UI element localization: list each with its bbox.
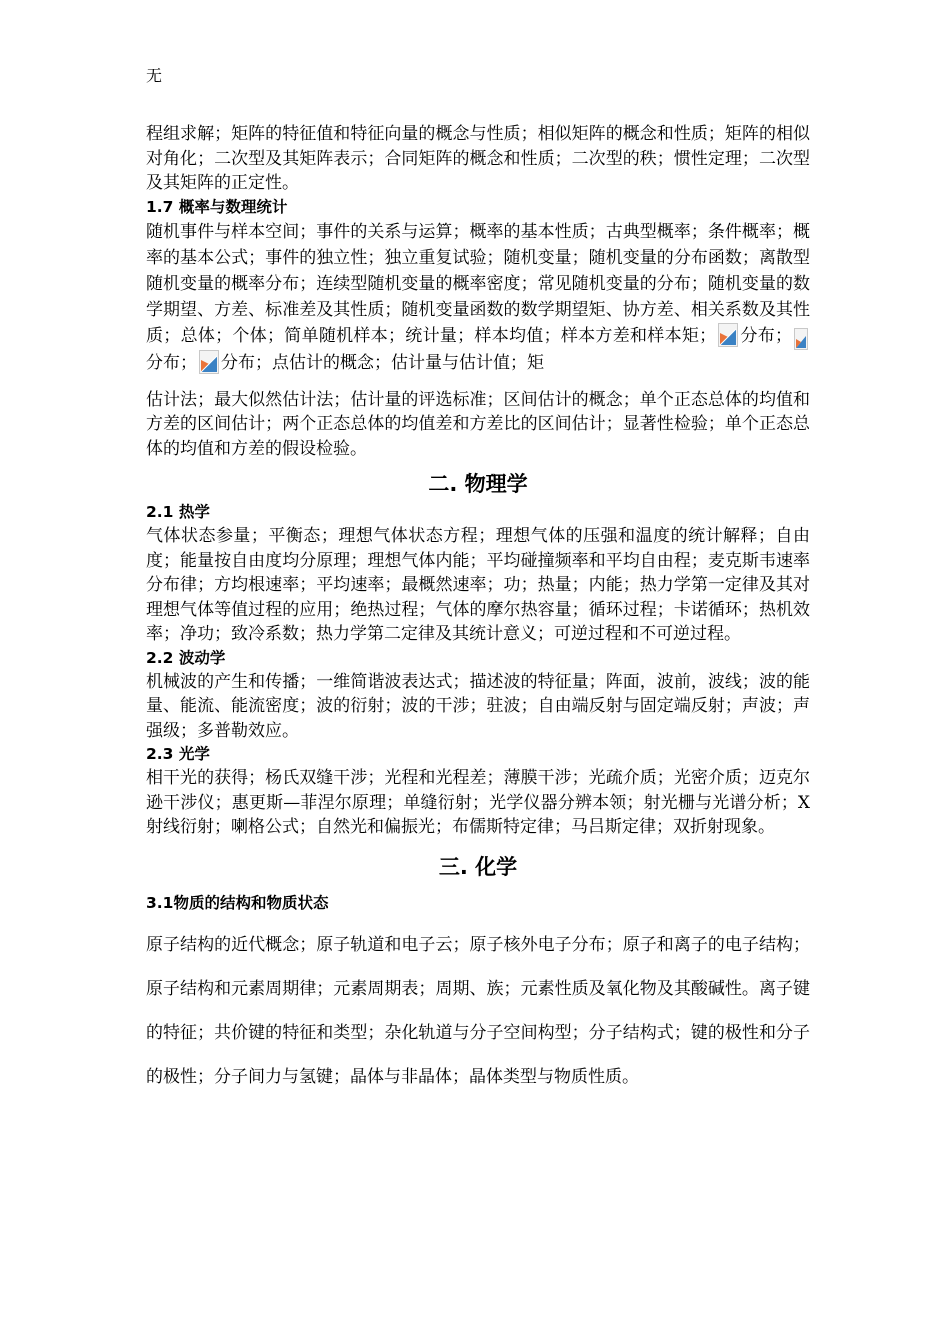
distribution-1-label: 分布； [740, 325, 793, 346]
section-1-7-body-continued: 估计法；最大似然估计法；估计量的评选标准；区间估计的概念；单个正态总体的均值和方差的区间估计；两个正态总体的均值差和方差比的区间估计；显著性检验；单个正态总体的均值和方差的假设检验。 [146, 389, 810, 459]
broken-image-icon [199, 350, 219, 374]
section-1-6-continuation: 程组求解；矩阵的特征值和特征向量的概念与性质；相似矩阵的概念和性质；矩阵的相似对角化；二次型及其矩阵表示；合同矩阵的概念和性质；二次型的秩；惯性定理；二次型及其矩阵的正定性。 [146, 124, 810, 193]
section-2-2-title: 2.2 波动学 [146, 648, 226, 667]
section-2-1-title: 2.1 热学 [146, 503, 210, 521]
section-2-2-body: 机械波的产生和传播；一维简谐波表达式；描述波的特征量；阵面，波前，波线；波的能量、能流、能流密度；波的衍射；波的干涉；驻波；自由端反射与固定端反射；声波；声强级；多普勒效应。 [146, 671, 810, 741]
distribution-2-label: 分布； [146, 352, 197, 373]
section-1-7-text-part1: 随机事件与样本空间；事件的关系与运算；概率的基本性质；古典型概率；条件概率；概率的基本公式；事件的独立性；独立重复试验；随机变量；随机变量的分布函数；离散型随机变量的概率分布；连续型随机变量的概率密度；常见随机变量的分布；随机变量的数学期望、方差、标准差及其性质；随机变量函数的数学期望矩、协方差、相关系数及其性质；总体；个体；简单随机样本；统计量；样本均值；样本方差和样本矩； [146, 221, 810, 346]
section-2-3-body: 相干光的获得；杨氏双缝干涉；光程和光程差；薄膜干涉；光疏介质；光密介质；迈克尔逊干涉仪；惠更斯—菲涅尔原理；单缝衍射；光学仪器分辨本领；射光栅与光谱分析；X射线衍射；喇格公式；自然光和偏振光；布儒斯特定律；马吕斯定律；双折射现象。 [146, 768, 810, 837]
chapter-3-title: 三. 化学 [438, 854, 518, 879]
document-content [146, 122, 810, 1099]
section-2-3-title: 2.3 光学 [146, 745, 210, 763]
section-3-1-container [146, 923, 810, 1099]
page-header: 无 [146, 66, 163, 85]
section-3-1-title: 3.1物质的结构和物质状态 [146, 893, 329, 912]
distribution-3-label: 分布；点估计的概念；估计量与估计值；矩 [221, 352, 544, 373]
section-3-1-body: 原子结构的近代概念；原子轨道和电子云；原子核外电子分布；原子和离子的电子结构；原子结构和元素周期律；元素周期表；周期、族；元素性质及氧化物及其酸碱性。离子键的特征；共价键的特征和类型；杂化轨道与分子空间构型；分子结构式；键的极性和分子的极性；分子间力与氢键；晶体与非晶体；晶体类型与物质性质。 [146, 934, 810, 1087]
broken-image-icon [718, 323, 738, 347]
broken-image-icon [794, 328, 808, 350]
section-1-7-title: 1.7 概率与数理统计 [146, 197, 288, 216]
section-2-1-body: 气体状态参量；平衡态；理想气体状态方程；理想气体的压强和温度的统计解释；自由度；能量按自由度均分原理；理想气体内能；平均碰撞频率和平均自由程；麦克斯韦速率分布律；方均根速率；平均速率；最概然速率；功；热量；内能；热力学第一定律及其对理想气体等值过程的应用；绝热过程；气体的摩尔热容量；循环过程；卡诺循环；热机效率；净功；致冷系数；热力学第二定律及其统计意义；可逆过程和不可逆过程。 [146, 526, 810, 644]
chapter-2-title: 二. 物理学 [428, 472, 528, 496]
section-1-7-body [146, 219, 810, 376]
